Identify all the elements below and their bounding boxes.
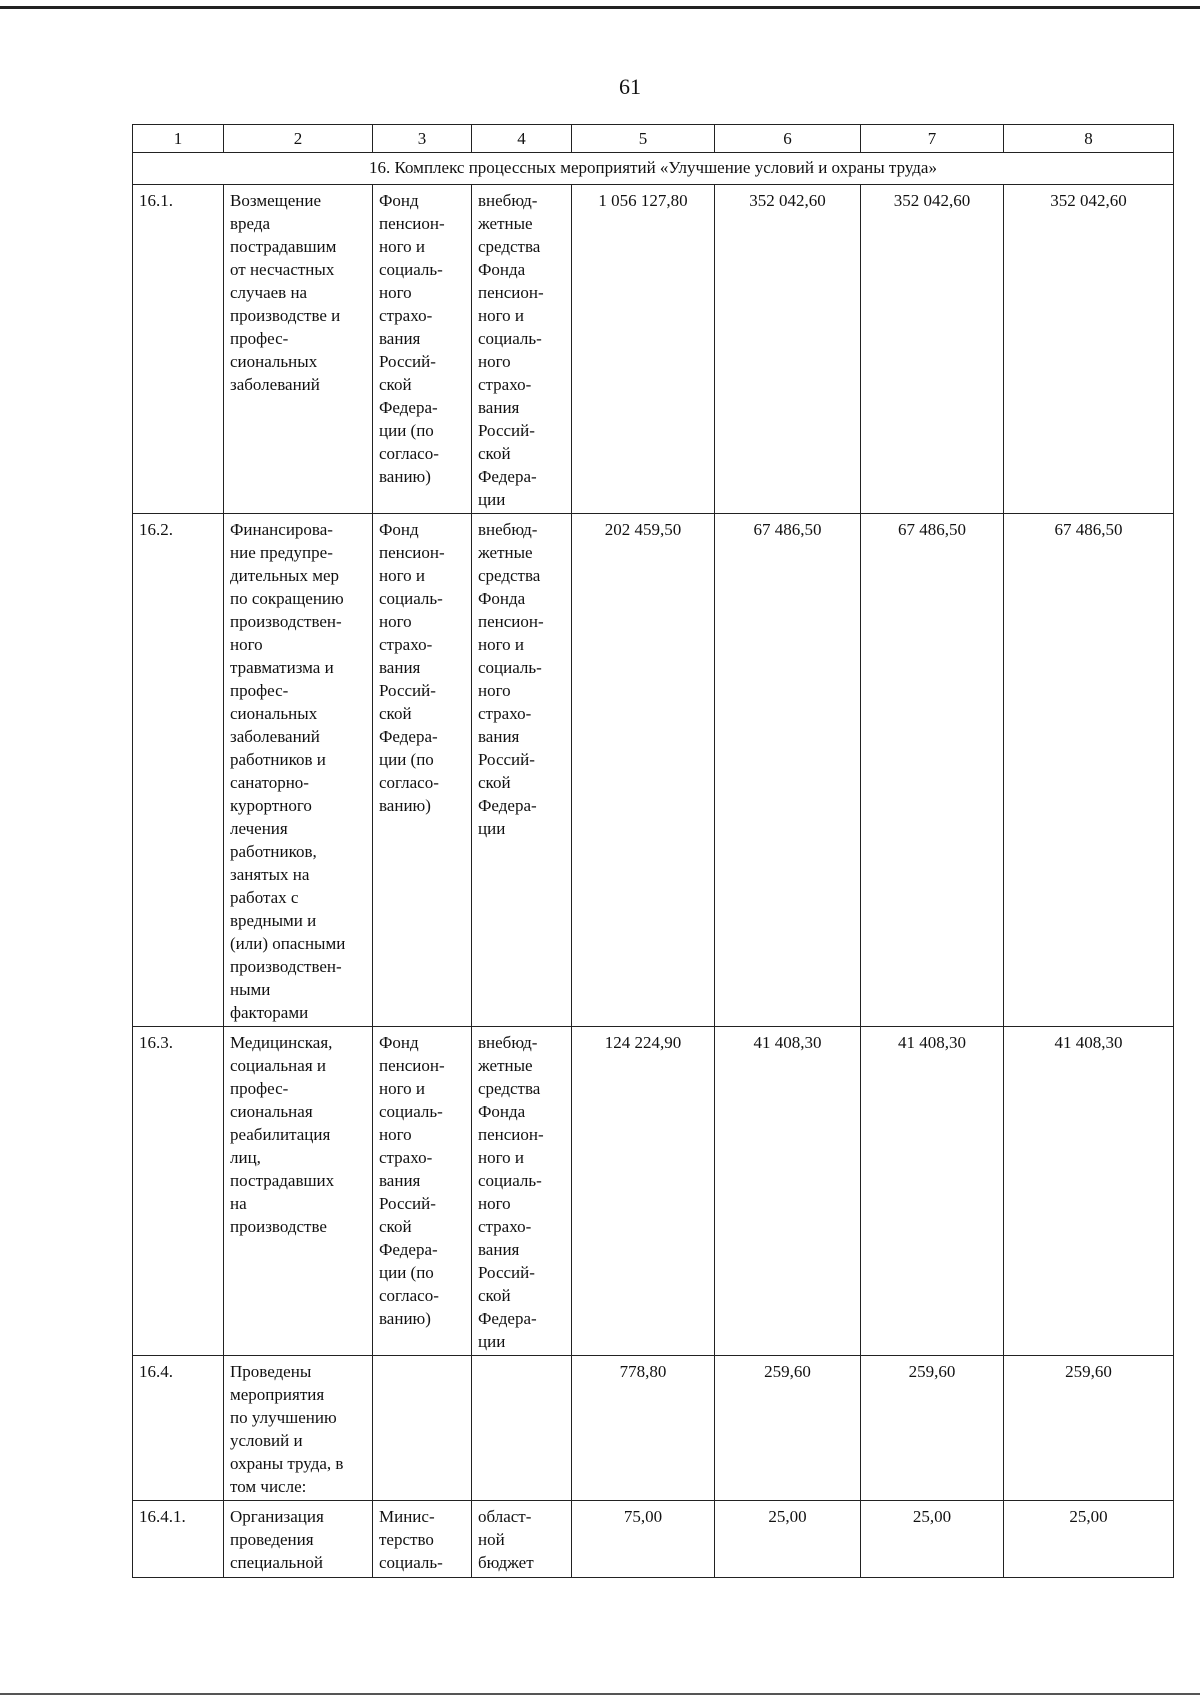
measure-name: Проведены мероприятия по улучшению условий и охраны труда, в том числе: [224, 1356, 373, 1501]
total-amount: 202 459,50 [572, 514, 715, 1027]
measure-name: Организация проведения специальной [224, 1501, 373, 1578]
page-number: 61 [619, 74, 641, 99]
year-1-amount: 25,00 [715, 1501, 861, 1578]
total-amount: 75,00 [572, 1501, 715, 1578]
table-row [133, 1027, 1174, 1356]
measure-name: Возмещение вреда пострадавшим от несчастных случаев на производстве и профес- сиональных заболеваний [224, 185, 373, 514]
executor [373, 1356, 472, 1501]
executor: Фонд пенсион- ного и социаль- ного страхо- вания Россий- ской Федера- ции (по согласо- ванию) [373, 514, 472, 1027]
year-3-amount: 25,00 [1004, 1501, 1174, 1578]
total-amount: 1 056 127,80 [572, 185, 715, 514]
year-2-amount: 67 486,50 [861, 514, 1004, 1027]
executor: Фонд пенсион- ного и социаль- ного страхо- вания Россий- ской Федера- ции (по согласо- ванию) [373, 1027, 472, 1356]
funding-source [472, 1356, 572, 1501]
year-2-amount: 41 408,30 [861, 1027, 1004, 1356]
table-row [133, 185, 1174, 514]
column-header: 5 [572, 125, 715, 153]
column-header: 2 [224, 125, 373, 153]
table-row [133, 514, 1174, 1027]
year-1-amount: 41 408,30 [715, 1027, 861, 1356]
column-number-row [133, 125, 1174, 153]
total-amount: 124 224,90 [572, 1027, 715, 1356]
column-header: 7 [861, 125, 1004, 153]
table-row [133, 1356, 1174, 1501]
row-number: 16.2. [133, 514, 224, 1027]
executor: Минис- терство социаль- [373, 1501, 472, 1578]
total-amount: 778,80 [572, 1356, 715, 1501]
column-header: 3 [373, 125, 472, 153]
column-header: 6 [715, 125, 861, 153]
year-2-amount: 25,00 [861, 1501, 1004, 1578]
executor: Фонд пенсион- ного и социаль- ного страхо- вания Россий- ской Федера- ции (по согласо- ванию) [373, 185, 472, 514]
year-1-amount: 67 486,50 [715, 514, 861, 1027]
funding-source: област- ной бюджет [472, 1501, 572, 1578]
row-number: 16.1. [133, 185, 224, 514]
column-header: 8 [1004, 125, 1174, 153]
measure-name: Финансирова- ние предупре- дительных мер по сокращению производствен- ного травматизма и профес- сиональных заболеваний работников и санаторно- курортного лечения работников, занятых на работах с вредными и (или) опасными производствен- ными факторами [224, 514, 373, 1027]
year-2-amount: 259,60 [861, 1356, 1004, 1501]
column-header: 4 [472, 125, 572, 153]
row-number: 16.4.1. [133, 1501, 224, 1578]
year-1-amount: 259,60 [715, 1356, 861, 1501]
funding-source: внебюд- жетные средства Фонда пенсион- ного и социаль- ного страхо- вания Россий- ской Федера- ции [472, 1027, 572, 1356]
section-row [133, 153, 1174, 185]
year-2-amount: 352 042,60 [861, 185, 1004, 514]
year-3-amount: 352 042,60 [1004, 185, 1174, 514]
year-1-amount: 352 042,60 [715, 185, 861, 514]
section-title: 16. Комплекс процессных мероприятий «Улучшение условий и охраны труда» [133, 153, 1174, 185]
year-3-amount: 41 408,30 [1004, 1027, 1174, 1356]
row-number: 16.4. [133, 1356, 224, 1501]
column-header: 1 [133, 125, 224, 153]
year-3-amount: 67 486,50 [1004, 514, 1174, 1027]
bottom-border-line [0, 1693, 1200, 1695]
table-row [133, 1501, 1174, 1578]
funding-source: внебюд- жетные средства Фонда пенсион- ного и социаль- ного страхо- вания Россий- ской Федера- ции [472, 185, 572, 514]
row-number: 16.3. [133, 1027, 224, 1356]
funding-source: внебюд- жетные средства Фонда пенсион- ного и социаль- ного страхо- вания Россий- ской Федера- ции [472, 514, 572, 1027]
year-3-amount: 259,60 [1004, 1356, 1174, 1501]
top-border-line [0, 6, 1200, 9]
measure-name: Медицинская, социальная и профес- сиональная реабилитация лиц, пострадавших на производстве [224, 1027, 373, 1356]
program-table [132, 124, 1174, 1578]
